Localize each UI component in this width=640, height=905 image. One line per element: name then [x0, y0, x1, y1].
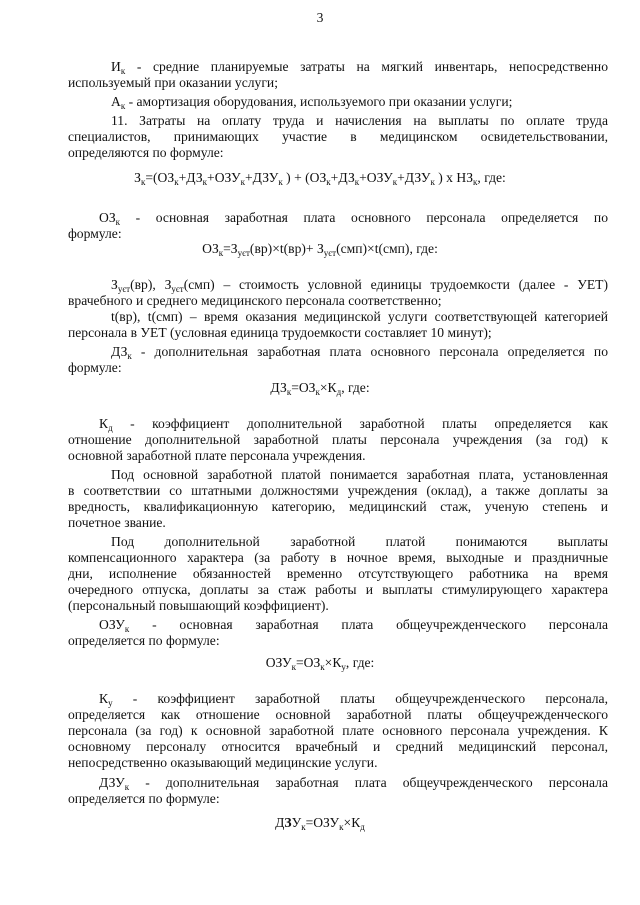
text-line: $ДЗ_к$ - дополнительная заработная плата основного персонала определяется по [111, 344, 608, 361]
text-line: Под основной заработной платой понимается заработная плата, установленная [111, 467, 608, 482]
text-line: $З_{уєт}(вр)$, $З_{уєт}(смп)$ – стоимость условной единицы трудоемкости (далее - УЕТ) [111, 277, 608, 294]
text-line: врачебного и среднего медицинского персонала соответственно; [68, 293, 442, 308]
page-number: 3 [316, 10, 324, 25]
text-line: определяется по формуле: [68, 791, 220, 806]
text-line: определяются по формуле: [68, 145, 224, 160]
text-line: основной заработной плате персонала учреждения. [68, 448, 366, 463]
text-line: определяется как отношение основной заработной платы общеучрежденческого [68, 707, 608, 722]
text-line: $К_у$ - коэффициент заработной платы общеучрежденческого персонала, [99, 691, 608, 708]
text-line: используемый при оказании услуги; [68, 75, 278, 90]
text-line: почетное звание. [68, 515, 166, 530]
text-line: Под дополнительной заработной платой понимаются выплаты [111, 534, 608, 549]
text-line: дни, исполнение обязанностей временно отсутствующего работника на время [68, 566, 608, 581]
text-line: t(вр), t(смп) – время оказания медицинской услуги соответствующей категорией [111, 309, 608, 324]
text-line: вредность, квалификационную категорию, медицинский стаж, ученую степень и [68, 499, 608, 514]
text-line: в соответствии со штатными должностями учреждения (оклад), а также доплаты за [68, 483, 608, 498]
formula-zk: $З_к=(ОЗ_к+ДЗ_к+ОЗУ_к+ДЗУ_к$ ) + ($ОЗ_к+ДЗ_к+ОЗУ_к+ДЗУ_к$ ) х $НЗ_к$, где: [134, 170, 506, 187]
text-line: основному персоналу относится врачебный и средний медицинский персонал, [68, 739, 608, 754]
text-line: $А_к$ - амортизация оборудования, используемого при оказании услуги; [111, 94, 513, 111]
text-line: непосредственно оказывающий медицинские услуги. [68, 755, 378, 770]
text-line: $К_д$ - коэффициент дополнительной заработной платы определяется как [99, 416, 608, 433]
text-line: $ДЗУ_к$ - дополнительная заработная плата общеучрежденческого персонала [99, 775, 608, 792]
text-line: формуле: [68, 226, 122, 241]
text-line: персонала в УЕТ (условная единица трудоемкости составляет 10 минут); [68, 325, 492, 340]
formula-dzuk: $ДЗУ_к=ОЗУ_к\times К_д$ [275, 815, 365, 832]
text-line: $ОЗ_к$ - основная заработная плата основного персонала определяется по [99, 210, 608, 227]
text-line: очередного отпуска, доплаты за стаж работы и выплаты стимулирующего характера [68, 582, 608, 597]
text-line: (персональный повышающий коэффициент). [68, 598, 329, 613]
formula-ozk: $ОЗ_к=З_{уєт}(вр)\times t(вр)+ З_{уєт}(смп)\times t(смп)$, где: [202, 241, 438, 258]
text-line: компенсационного характера (за работу в ночное время, выходные и праздничные [68, 550, 608, 565]
text-line: определяется по формуле: [68, 633, 220, 648]
text-line: $И_к$ - средние планируемые затраты на мягкий инвентарь, непосредственно [111, 59, 608, 76]
text-line: специалистов, принимающих участие в медицинском освидетельствовании, [68, 129, 608, 144]
text-line: 11. Затраты на оплату труда и начисления на выплаты по оплате труда [111, 113, 608, 128]
text-line: $ОЗУ_к$ - основная заработная плата общеучрежденческого персонала [99, 617, 608, 634]
text-line: персонала (за год) к основной заработной плате основного персонала учреждения. К [68, 723, 608, 738]
text-line: формуле: [68, 360, 122, 375]
formula-ozuk: $ОЗУ_к=ОЗ_к\times К_у$, где: [265, 655, 375, 672]
text-line: отношение дополнительной заработной платы персонала учреждения (за год) к [68, 432, 608, 447]
formula-dzk: $ДЗ_к=ОЗ_к\times К_д$, где: [270, 380, 370, 397]
